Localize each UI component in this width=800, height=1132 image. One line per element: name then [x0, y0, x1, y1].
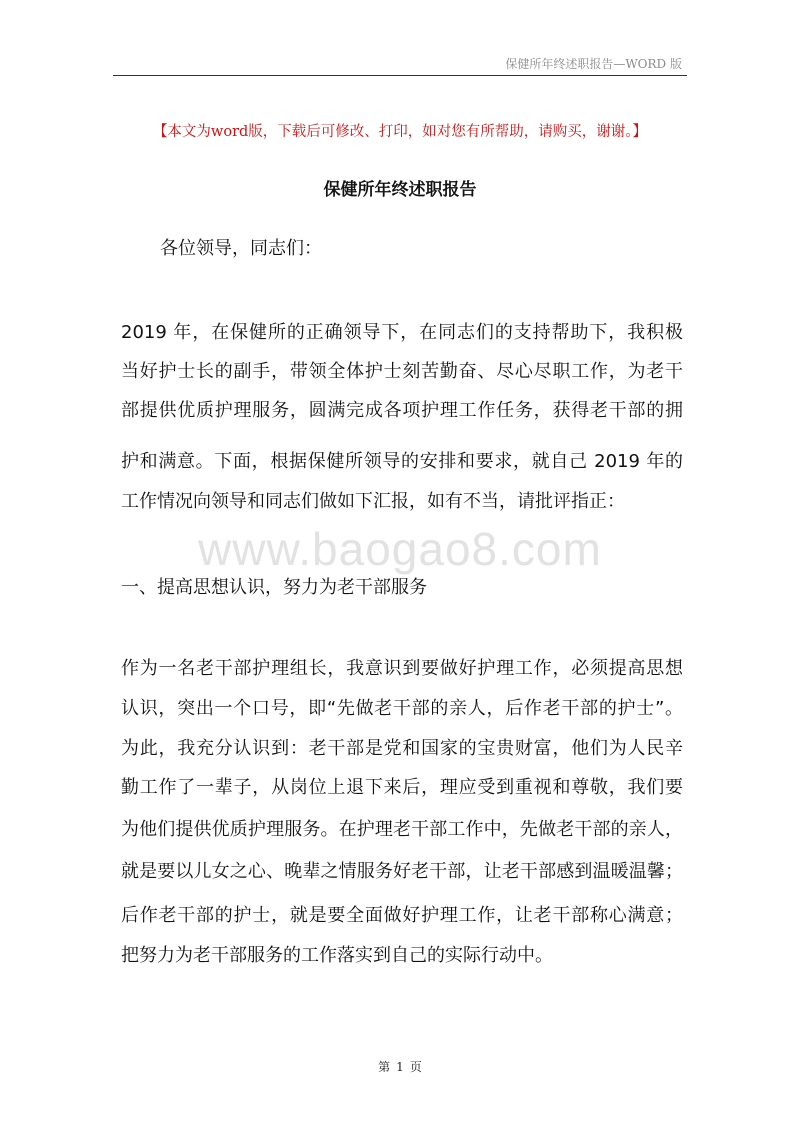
footer-suffix: 页 [409, 1060, 422, 1074]
paragraph-line: 把努力为老干部服务的工作落实到自己的实际行动中。 [121, 945, 553, 966]
salutation: 各位领导，同志们： [160, 238, 322, 259]
document-title: 保健所年终述职报告 [323, 180, 477, 200]
paragraph-line: 工作情况向领导和同志们做如下汇报，如有不当，请批评指正： [121, 491, 625, 512]
paragraph-line: 作为一名老干部护理组长，我意识到要做好护理工作，必须提高思想 [121, 658, 683, 679]
header-divider [113, 75, 687, 76]
footer-prefix: 第 [378, 1060, 391, 1074]
section-heading: 一、提高思想认识，努力为老干部服务 [121, 577, 427, 598]
page-number: 1 [396, 1060, 404, 1074]
paragraph-line: 护和满意。下面，根据保健所领导的安排和要求，就自己 2019 年的 [121, 451, 683, 472]
watermark: www.baogao8.com [198, 523, 602, 575]
paragraph-line: 2019 年，在保健所的正确领导下，在同志们的支持帮助下，我积极 [121, 322, 683, 343]
paragraph-line: 勤工作了一辈子，从岗位上退下来后，理应受到重视和尊敬，我们要 [121, 777, 683, 798]
running-header: 保健所年终述职报告—WORD 版 [505, 57, 682, 71]
paragraph-line: 就是要以儿女之心、晚辈之情服务好老干部，让老干部感到温暖温馨； [121, 861, 683, 882]
paragraph-line: 认识，突出一个口号，即“先做老干部的亲人，后作老干部的护士”。 [121, 698, 683, 719]
paragraph-line: 部提供优质护理服务，圆满完成各项护理工作任务，获得老干部的拥 [121, 400, 683, 421]
purchase-notice: 【本文为word版，下载后可修改、打印，如对您有所帮助，请购买，谢谢。】 [152, 124, 648, 140]
paragraph-line: 当好护士长的副手，带领全体护士刻苦勤奋、尽心尽职工作，为老干 [121, 361, 683, 382]
paragraph-line: 为他们提供优质护理服务。在护理老干部工作中，先做老干部的亲人， [121, 819, 683, 840]
page-footer [0, 1058, 800, 1075]
paragraph-line: 后作老干部的护士，就是要全面做好护理工作，让老干部称心满意； [121, 905, 683, 926]
paragraph-line: 为此，我充分认识到：老干部是党和国家的宝贵财富，他们为人民辛 [121, 738, 683, 759]
